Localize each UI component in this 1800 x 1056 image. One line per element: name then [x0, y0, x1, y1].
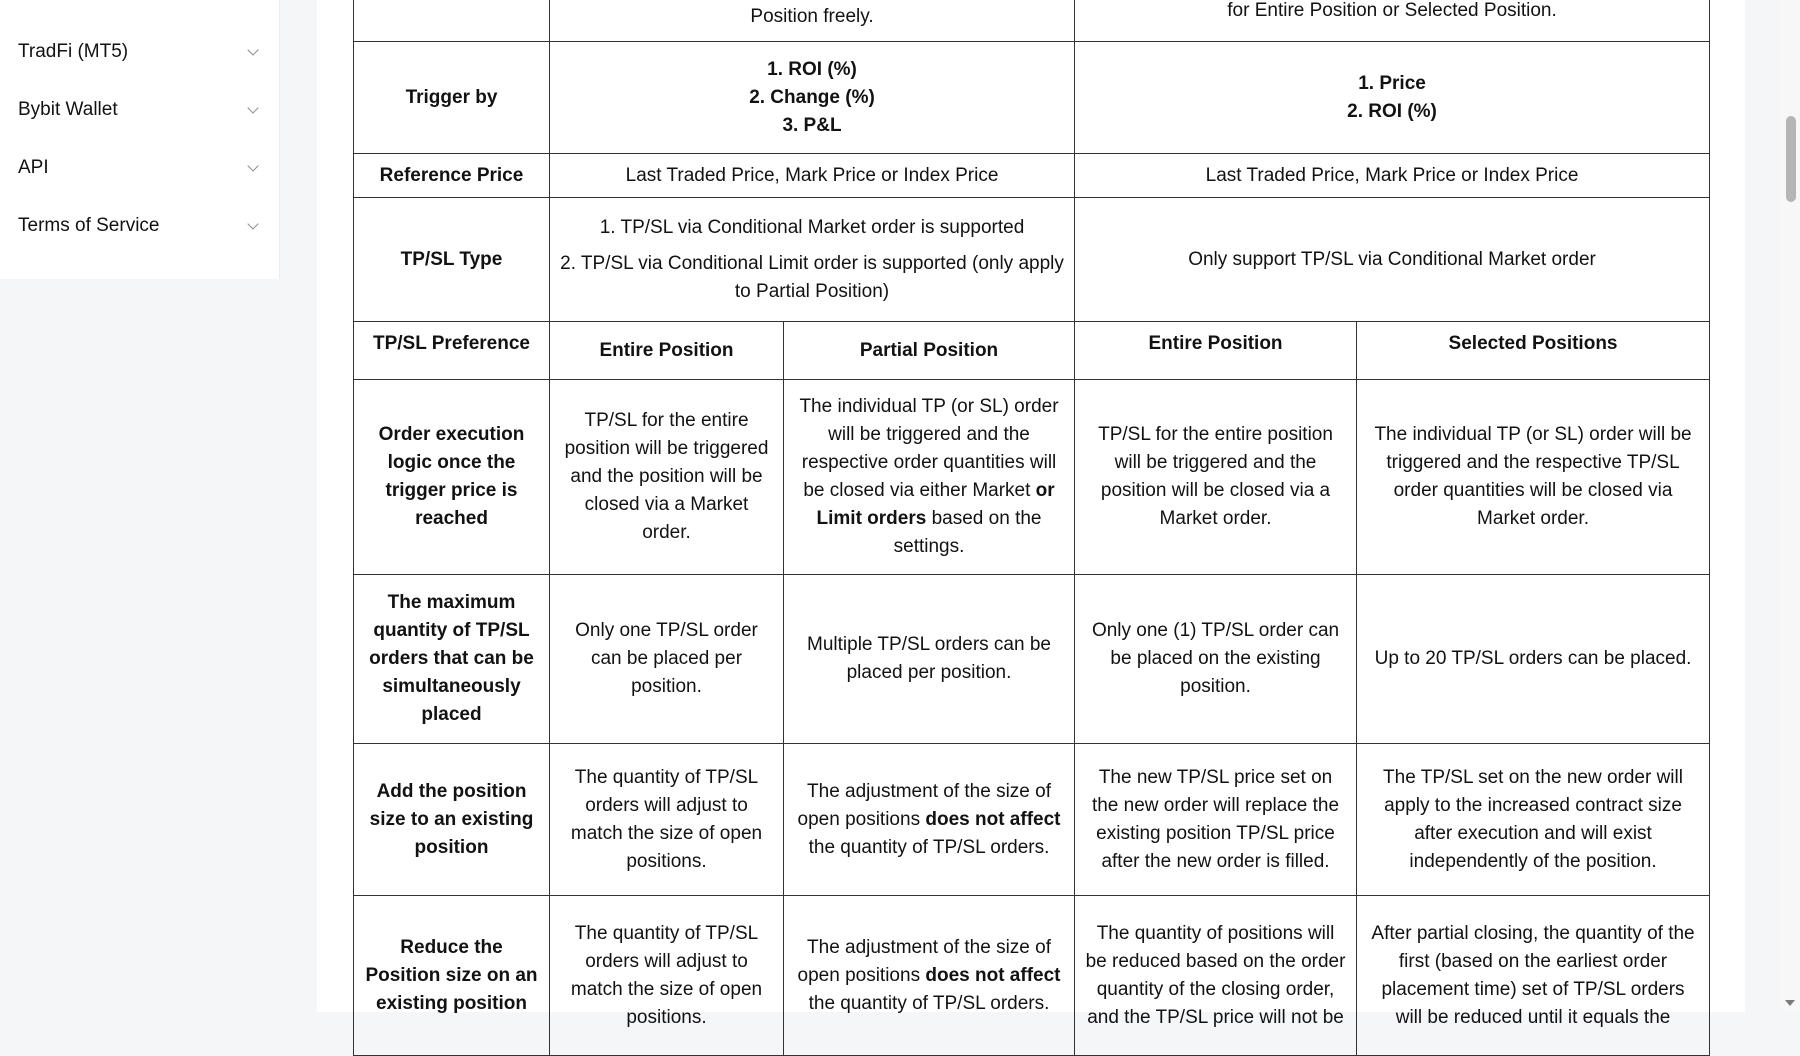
sidebar-item-promotions[interactable]	[0, 0, 279, 23]
cell-text: The adjustment of the size of open positions	[797, 780, 1051, 830]
scrollbar-thumb[interactable]	[1786, 116, 1796, 202]
table-cell	[354, 0, 550, 42]
row-header-reduce-position-size: Reduce the Position size on an existing position	[354, 896, 550, 1056]
table-cell: The quantity of TP/SL orders will adjust to match the size of open positions.	[550, 744, 784, 896]
cell-text: the quantity of TP/SL orders.	[808, 836, 1050, 858]
cell-text: The adjustment of the size of open positions	[797, 936, 1051, 986]
sidebar-item-label: Terms of Service	[18, 215, 160, 236]
table-cell	[784, 744, 1075, 896]
cell-text-bold: or Limit orders	[816, 480, 1055, 529]
table-row	[354, 575, 1710, 744]
table-row	[354, 896, 1710, 1056]
table-cell: The quantity of positions will be reduced based on the order quantity of the closing order, and the TP/SL price will not be	[1075, 896, 1357, 1056]
table-cell: Only support TP/SL via Conditional Market order	[1075, 198, 1710, 322]
sidebar-item-label: TradFi (MT5)	[18, 41, 129, 62]
table-cell: for Entire Position or Selected Position.	[1075, 0, 1710, 42]
sidebar-item-label: API	[18, 157, 49, 178]
sidebar-spacer	[0, 255, 279, 279]
table-row	[354, 380, 1710, 575]
table-cell	[784, 896, 1075, 1056]
cell-text-bold: does not affect	[925, 808, 1061, 830]
cell-text-bold: does not affect	[925, 964, 1061, 986]
scroll-down-arrow-icon[interactable]	[1785, 1000, 1795, 1006]
table-cell: Only one TP/SL order can be placed per position.	[550, 575, 784, 744]
table-cell: 1. Price 2. ROI (%)	[1075, 42, 1710, 154]
page-scrollbar[interactable]	[1780, 0, 1800, 1012]
row-header-trigger-by: Trigger by	[354, 42, 550, 154]
article-content	[317, 0, 1745, 1028]
table-cell: After partial closing, the quantity of the first (based on the earliest order placement time) set of TP/SL orders will be reduced until it equals the	[1357, 896, 1710, 1056]
sidebar-item-bybit-wallet[interactable]	[0, 81, 279, 139]
sidebar-item-tradfi[interactable]	[0, 23, 279, 81]
cell-line: 2. TP/SL via Conditional Limit order is supported (only apply to Partial Position)	[560, 252, 1064, 302]
table-cell: The individual TP (or SL) order will be triggered and the respective TP/SL order quantities will be closed via Market order.	[1357, 380, 1710, 575]
row-header-tpsl-type: TP/SL Type	[354, 198, 550, 322]
table-row	[354, 154, 1710, 198]
table-cell: Last Traded Price, Mark Price or Index Price	[1075, 154, 1710, 198]
table-row	[354, 42, 1710, 154]
row-header-reference-price: Reference Price	[354, 154, 550, 198]
table-cell: Last Traded Price, Mark Price or Index Price	[550, 154, 1075, 198]
sidebar-item-api[interactable]	[0, 139, 279, 197]
row-header-add-position-size: Add the position size to an existing position	[354, 744, 550, 896]
table-cell: Position freely.	[550, 0, 1075, 42]
chevron-down-icon	[247, 162, 259, 174]
table-cell: Multiple TP/SL orders can be placed per position.	[784, 575, 1075, 744]
column-header: Partial Position	[784, 322, 1075, 380]
column-header: Selected Positions	[1357, 322, 1710, 380]
sidebar-item-terms-of-service[interactable]	[0, 197, 279, 255]
table-cell: TP/SL for the entire position will be triggered and the position will be closed via a Market order.	[1075, 380, 1357, 575]
table-row	[354, 198, 1710, 322]
table-cell	[550, 198, 1075, 322]
table-cell: 1. ROI (%) 2. Change (%) 3. P&L	[550, 42, 1075, 154]
chevron-down-icon	[247, 220, 259, 232]
cell-text: based on the settings.	[893, 508, 1042, 557]
table-row	[354, 0, 1710, 42]
table-cell: The new TP/SL price set on the new order will replace the existing position TP/SL price after the new order is filled.	[1075, 744, 1357, 896]
chevron-down-icon	[247, 46, 259, 58]
comparison-table	[353, 0, 1710, 1056]
cell-line: 1. TP/SL via Conditional Market order is supported	[599, 216, 1025, 238]
column-header: Entire Position	[550, 322, 784, 380]
table-cell	[784, 380, 1075, 575]
table-cell: TP/SL for the entire position will be triggered and the position will be closed via a Market order.	[550, 380, 784, 575]
table-cell: The quantity of TP/SL orders will adjust to match the size of open positions.	[550, 896, 784, 1056]
sidebar-item-label: Bybit Wallet	[18, 99, 118, 120]
table-row	[354, 322, 1710, 380]
table-row	[354, 744, 1710, 896]
sidebar	[0, 0, 280, 279]
table-cell: Only one (1) TP/SL order can be placed on the existing position.	[1075, 575, 1357, 744]
cell-text: the quantity of TP/SL orders.	[808, 992, 1050, 1014]
column-header: Entire Position	[1075, 322, 1357, 380]
chevron-down-icon	[247, 104, 259, 116]
row-header-order-execution: Order execution logic once the trigger price is reached	[354, 380, 550, 575]
row-header-max-quantity: The maximum quantity of TP/SL orders that can be simultaneously placed	[354, 575, 550, 744]
row-header-tpsl-preference: TP/SL Preference	[354, 322, 550, 380]
table-cell: The TP/SL set on the new order will apply to the increased contract size after execution and will exist independently of the position.	[1357, 744, 1710, 896]
cell-text: The individual TP (or SL) order will be triggered and the respective order quantities will be closed via either Market	[799, 396, 1059, 501]
table-cell: Up to 20 TP/SL orders can be placed.	[1357, 575, 1710, 744]
